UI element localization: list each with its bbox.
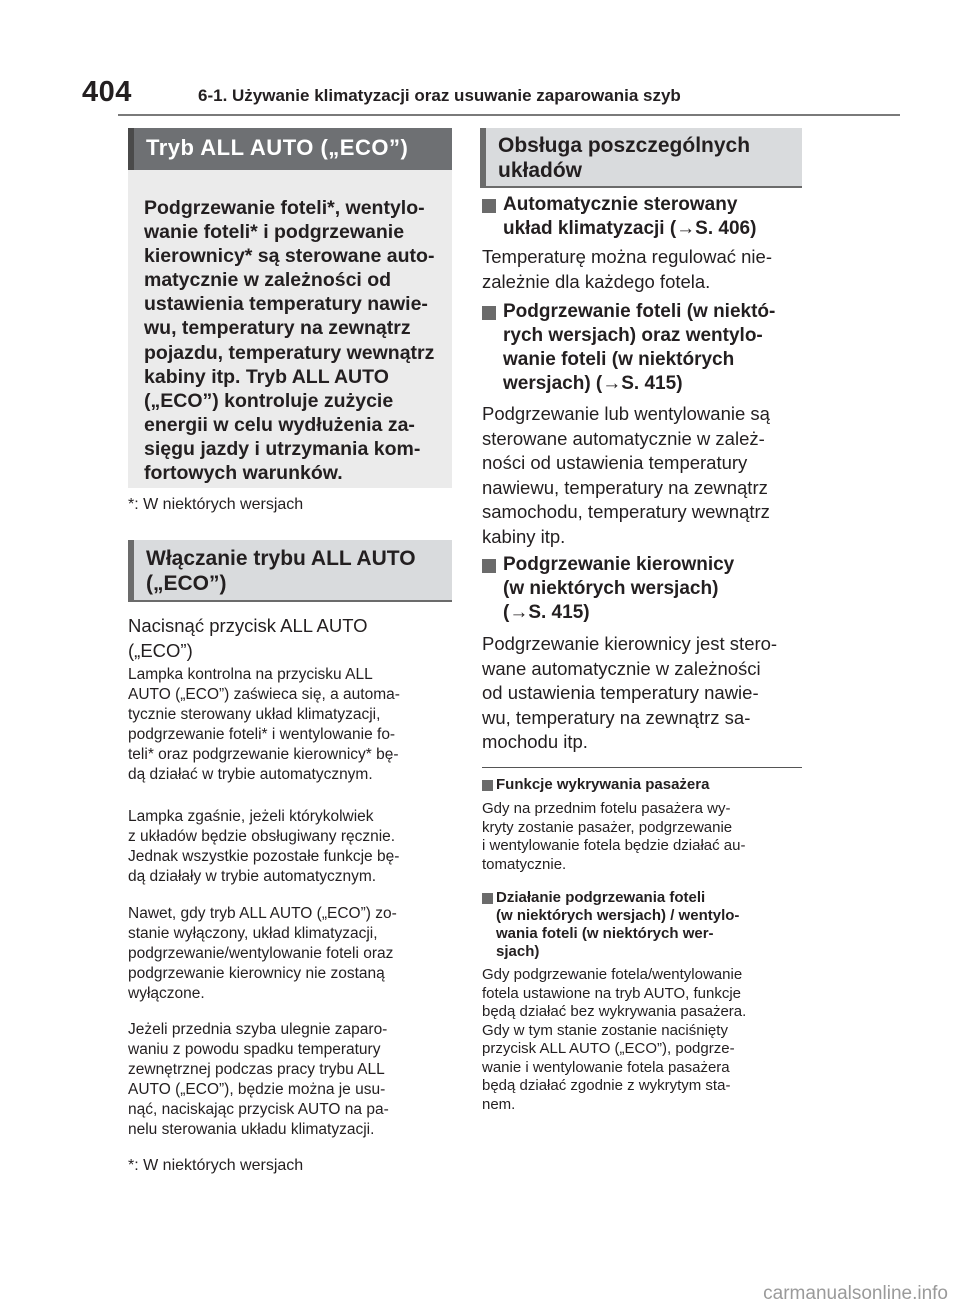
eco-box-line: Podgrzewanie foteli*, wentylo- (144, 197, 425, 219)
item-body-line: ności od ustawienia temperatury (482, 452, 748, 473)
paragraph-line: nelu sterowania układu klimatyzacji. (128, 1121, 375, 1138)
note-body-line: przycisk ALL AUTO („ECO”), podgrze- (482, 1040, 735, 1057)
paragraph-line: Lampka kontrolna na przycisku ALL (128, 666, 373, 683)
item-title (503, 553, 734, 625)
enable-section-title-line: Włączanie trybu ALL AUTO (146, 547, 416, 570)
eco-section-heading (128, 128, 452, 170)
paragraph-line: nąć, naciskając przycisk AUTO na pa- (128, 1101, 389, 1118)
note-body-line: fotela ustawione na tryb AUTO, funkcje (482, 984, 742, 1002)
note-body-line: kryty zostanie pasażer, podgrzewanie (482, 818, 733, 836)
paragraph-line: zewnętrznej podczas pracy trybu ALL (128, 1061, 385, 1078)
item-body-line: wane automatycznie w zależności (482, 657, 761, 679)
item-body-line: od ustawienia temperatury nawie- (482, 682, 759, 703)
note-title (496, 889, 739, 961)
item-title-line: Podgrzewanie foteli (w niektó- (503, 301, 776, 322)
heading-underline (128, 600, 452, 602)
paragraph-line: Jednak wszystkie pozostałe funkcje bę- (128, 848, 400, 865)
item-title-line: układ klimatyzacji (→S. 406) (503, 218, 757, 239)
note-title-line: sjach) (496, 943, 540, 960)
square-bullet-icon (482, 893, 493, 904)
item-body (482, 632, 777, 755)
eco-box-line: fortowych warunków. (144, 462, 343, 485)
paragraph (128, 1020, 389, 1140)
eco-box-line: ustawienia temperatury nawie- (144, 293, 428, 316)
systems-section-heading (480, 128, 802, 186)
eco-box-line: pojazdu, temperatury wewnątrz (144, 341, 435, 364)
note-title-line: wania foteli (w niektórych wer- (496, 925, 714, 942)
heading-underline (480, 186, 802, 188)
eco-section-title: Tryb ALL AUTO („ECO”) (146, 135, 409, 160)
systems-section-title-line: Obsługa poszczególnych (498, 134, 751, 157)
item-title-line: (w niektórych wersjach) (503, 578, 719, 599)
enable-section-heading (128, 540, 452, 600)
item-title-line: (→S. 415) (503, 602, 590, 623)
item-body-line: nawiewu, temperatury na zewnątrz (482, 476, 768, 498)
chapter-title: 6-1. Używanie klimatyzacji oraz usuwanie zaparowania szyb (198, 86, 681, 105)
paragraph-line: tycznie sterowany układ klimatyzacji, (128, 706, 381, 723)
item-title-line: wanie foteli (w niektórych (503, 349, 735, 370)
paragraph-line: AUTO („ECO”), będzie można je usu- (128, 1081, 386, 1098)
note-body-line: będą działać bez wykrywania pasażera. (482, 1003, 747, 1020)
square-bullet-icon (482, 780, 493, 791)
item-title-line: rych wersjach) oraz wentylo- (503, 325, 763, 346)
eco-box-line: wu, temperatury na zewnątrz (144, 317, 411, 340)
item-title-line: Automatycznie sterowany (503, 194, 738, 215)
eco-box-line: energii w celu wydłużenia za- (144, 413, 415, 436)
note-body-line: nem. (482, 1095, 516, 1113)
paragraph-line: z układów będzie obsługiwany ręcznie. (128, 828, 396, 845)
item-body-line: wu, temperatury na zewnątrz sa- (482, 706, 751, 728)
eco-box-line: wanie foteli* i podgrzewanie (144, 221, 405, 244)
note-body-line: i wentylowanie fotela będzie działać au- (482, 837, 746, 854)
note-body-line: tomatycznie. (482, 855, 567, 873)
note-body-line: wanie i wentylowanie fotela pasażera (482, 1058, 730, 1076)
note-divider (482, 767, 802, 768)
note-body-line: Gdy na przednim fotelu pasażera wy- (482, 800, 731, 817)
note-body-line: będą działać zgodnie z wykrytym sta- (482, 1077, 731, 1094)
item-title (503, 193, 756, 241)
instruction-line: Nacisnąć przycisk ALL AUTO (128, 615, 368, 636)
eco-box-line: („ECO”) kontroluje zużycie (144, 389, 394, 412)
systems-section-title-line: układów (498, 159, 583, 182)
eco-info-box (128, 170, 452, 488)
item-title (503, 300, 775, 396)
paragraph-line: podgrzewanie kierownicy nie zostaną (128, 965, 385, 982)
item-body-line: sterowane automatycznie w zależ- (482, 427, 765, 449)
footnote: *: W niektórych wersjach (128, 496, 304, 513)
item-body-line: zależnie dla każdego fotela. (482, 270, 711, 292)
enable-instruction (128, 614, 368, 663)
paragraph (128, 807, 399, 887)
item-body-line: Podgrzewanie kierownicy jest stero- (482, 633, 778, 654)
paragraph (128, 904, 397, 1004)
eco-box-line: sięgu jazdy i utrzymania kom- (144, 437, 421, 460)
paragraph (128, 665, 400, 785)
item-body-line: mochodu itp. (482, 731, 588, 752)
eco-box-line: kierownicy* są sterowane auto- (144, 245, 435, 268)
square-bullet-icon (482, 199, 496, 213)
instruction-line: („ECO”) (128, 639, 193, 661)
paragraph-line: AUTO („ECO”) zaświeca się, a automa- (128, 686, 400, 703)
footnote: *: W niektórych wersjach (128, 1157, 304, 1174)
header-divider (118, 114, 900, 116)
square-bullet-icon (482, 306, 496, 320)
note-body (482, 800, 746, 874)
item-body-line: Podgrzewanie lub wentylowanie są (482, 403, 770, 424)
paragraph-line: Nawet, gdy tryb ALL AUTO („ECO”) zo- (128, 905, 397, 922)
paragraph-line: podgrzewanie foteli* i wentylowanie fo- (128, 726, 396, 743)
square-bullet-icon (482, 559, 496, 573)
item-title-line: wersjach) (→S. 415) (503, 373, 683, 394)
item-body-line: kabiny itp. (482, 525, 566, 547)
paragraph-line: podgrzewanie/wentylowanie foteli oraz (128, 945, 394, 962)
paragraph-line: Lampka zgaśnie, jeżeli którykolwiek (128, 808, 374, 825)
item-body-line: samochodu, temperatury wewnątrz (482, 501, 770, 522)
paragraph-line: wyłączone. (128, 985, 205, 1002)
note-title-line: (w niektórych wersjach) / wentylo- (496, 907, 740, 924)
note-body (482, 966, 746, 1114)
enable-section-title-line: („ECO”) (146, 572, 227, 595)
paragraph-line: Jeżeli przednia szyba ulegnie zaparo- (128, 1021, 388, 1038)
paragraph-line: dą działać w trybie automatycznym. (128, 766, 373, 783)
paragraph-line: waniu z powodu spadku temperatury (128, 1041, 381, 1058)
item-body (482, 402, 770, 549)
note-title-line: Działanie podgrzewania foteli (496, 889, 706, 906)
page-number: 404 (82, 76, 132, 108)
note-title: Funkcje wykrywania pasażera (496, 776, 710, 793)
item-body-line: Temperaturę można regulować nie- (482, 246, 772, 267)
eco-box-line: matycznie w zależności od (144, 269, 392, 292)
item-title-line: Podgrzewanie kierownicy (503, 554, 735, 575)
paragraph-line: teli* oraz podgrzewanie kierownicy* bę- (128, 746, 399, 763)
eco-box-line: kabiny itp. Tryb ALL AUTO (144, 365, 389, 388)
note-body-line: Gdy w tym stanie zostanie naciśnięty (482, 1021, 728, 1039)
paragraph-line: dą działały w trybie automatycznym. (128, 868, 377, 885)
note-body-line: Gdy podgrzewanie fotela/wentylowanie (482, 966, 743, 983)
item-body (482, 245, 772, 294)
paragraph-line: stanie wyłączony, układ klimatyzacji, (128, 925, 378, 942)
watermark: carmanualsonline.info (763, 1283, 948, 1304)
